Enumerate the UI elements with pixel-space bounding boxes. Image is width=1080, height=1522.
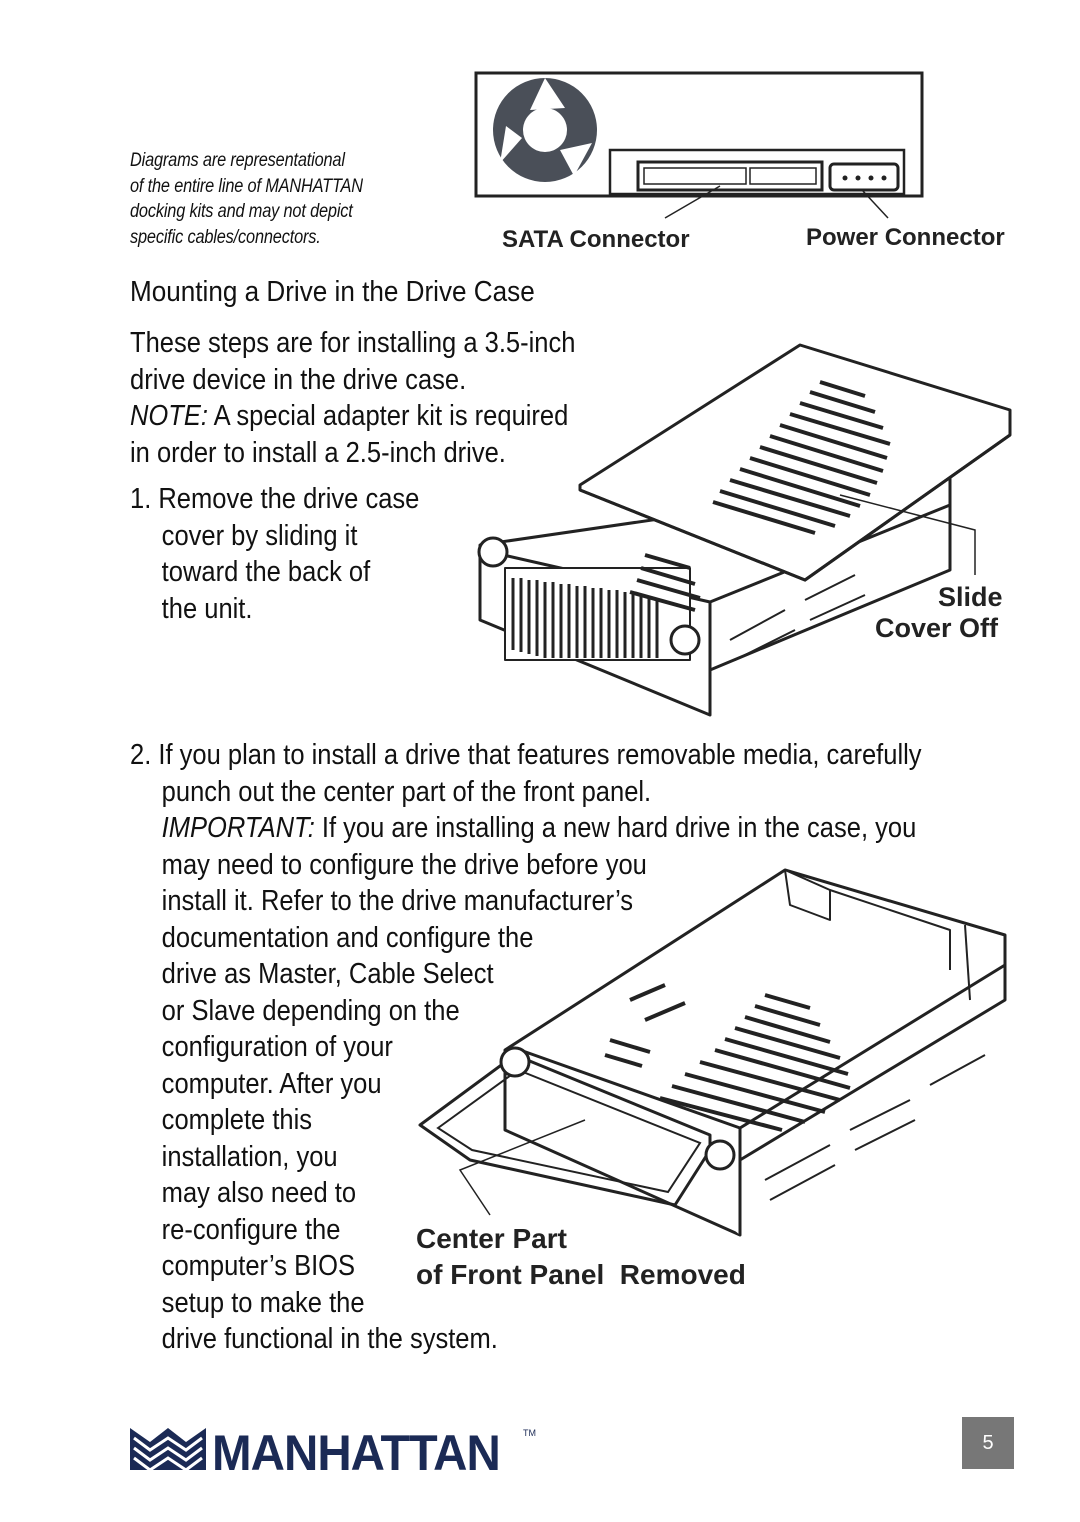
manhattan-logo-icon [128, 1424, 208, 1474]
step-text: If you plan to install a drive that features removable media, carefully [158, 739, 922, 771]
note-line: in order to install a 2.5-inch drive. [130, 436, 506, 469]
important-text: or Slave depending on the [161, 994, 460, 1027]
slide-cover-callout: Slide [938, 582, 1003, 612]
important-text: installation, you [161, 1140, 338, 1173]
step-text: toward the back of [161, 556, 371, 588]
logo-swirl-icon [493, 78, 597, 182]
slide-cover-callout: Cover Off [875, 613, 999, 643]
power-connector-label: Power Connector [806, 224, 1005, 251]
manhattan-wordmark: MANHATTAN [212, 1425, 500, 1481]
center-part-callout: Center Part [416, 1223, 567, 1254]
important-label: IMPORTANT: [161, 812, 315, 844]
disclaimer-line: of the entire line of MANHATTAN [130, 175, 363, 197]
step-1 [130, 481, 419, 627]
step-number: 2. [130, 739, 152, 771]
important-text: setup to make the [161, 1286, 365, 1319]
disclaimer-line: Diagrams are representational [130, 150, 345, 171]
intro-line: These steps are for installing a 3.5-inch [130, 327, 576, 359]
power-connector-icon [830, 164, 898, 190]
important-text: install it. Refer to the drive manufacturer’s [161, 885, 634, 917]
step-text: cover by sliding it [161, 519, 358, 552]
important-line [130, 810, 922, 847]
drive-case-cover-diagram [455, 340, 1025, 725]
important-text: may also need to [161, 1177, 357, 1209]
sata-connector-label: SATA Connector [502, 226, 690, 253]
page-number: 5 [962, 1417, 1014, 1469]
step-text: the unit. [161, 592, 253, 625]
step-text: Remove the drive case [158, 483, 420, 515]
section-title: Mounting a Drive in the Drive Case [130, 276, 535, 308]
important-text: computer’s BIOS [161, 1250, 356, 1282]
important-text: If you are installing a new hard drive in the case, you [314, 812, 917, 844]
intro-line: drive device in the drive case. [130, 363, 467, 396]
drive-tray-front-removed-diagram [410, 860, 1025, 1260]
trademark-mark: TM [523, 1428, 536, 1438]
important-text: configuration of your [161, 1031, 393, 1063]
note-text: A special adapter kit is required [207, 400, 569, 432]
step-text: punch out the center part of the front panel. [161, 775, 652, 808]
sata-connector-icon [638, 162, 822, 190]
important-text: computer. After you [161, 1067, 382, 1100]
important-text: complete this [161, 1104, 313, 1136]
center-part-callout: of Front Panel Removed [416, 1259, 746, 1290]
important-text: documentation and configure the [161, 921, 534, 954]
disclaimer-line: docking kits and may not depict [130, 201, 353, 222]
diagram-disclaimer [130, 148, 388, 250]
important-text: may need to configure the drive before you [161, 848, 647, 881]
drive-back-panel-diagram [470, 68, 930, 228]
important-text: drive functional in the system. [161, 1323, 498, 1355]
important-text: re-configure the [161, 1213, 341, 1246]
note-label: NOTE: [130, 400, 208, 432]
disclaimer-line: specific cables/connectors. [130, 226, 321, 248]
important-text: drive as Master, Cable Select [161, 958, 494, 990]
step-number: 1. [130, 483, 152, 515]
